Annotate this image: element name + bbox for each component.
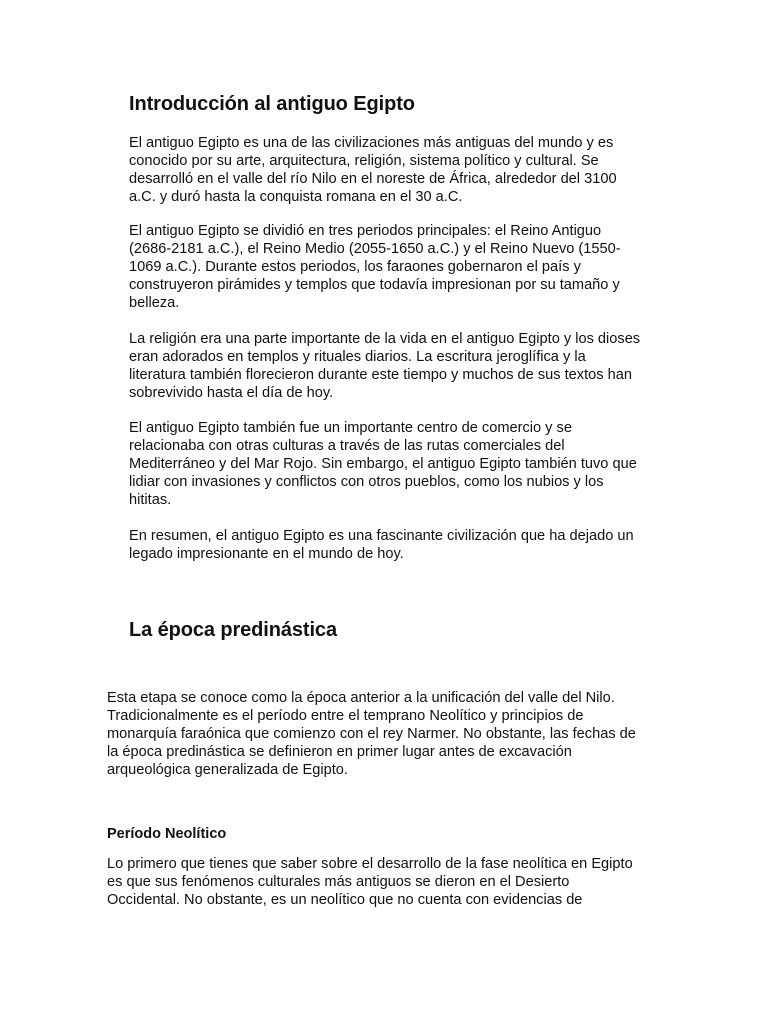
text-line: El antiguo Egipto también fue un importante centro de comercio y se (129, 420, 572, 436)
text-line: monarquía faraónica que comienzo con el rey Narmer. No obstante, las fechas de (107, 726, 636, 743)
paragraph-intro-5 (129, 527, 664, 563)
text-line: hititas. (129, 492, 172, 509)
heading-epoca-predinastica: La época predinástica (129, 619, 337, 641)
text-line: literatura también florecieron durante este tiempo y muchos de sus textos han (129, 367, 632, 384)
text-line: 1069 a.C.). Durante estos periodos, los faraones gobernaron el país y (129, 259, 581, 276)
text-line: relacionaba con otras culturas a través de las rutas comerciales del (129, 438, 565, 455)
text-line: El antiguo Egipto es una de las civilizaciones más antiguas del mundo y es (129, 135, 614, 151)
paragraph-neolitico (107, 855, 662, 909)
text-line: Esta etapa se conoce como la época anterior a la unificación del valle del Nilo. (107, 690, 615, 706)
text-line: a.C. y duró hasta la conquista romana en el 30 a.C. (129, 189, 463, 206)
paragraph-intro-3 (129, 330, 664, 402)
text-line: construyeron pirámides y templos que todavía impresionan por su tamaño y (129, 277, 620, 294)
text-line: sobrevivido hasta el día de hoy. (129, 385, 334, 402)
paragraph-intro-2 (129, 222, 664, 312)
text-line: es que sus fenómenos culturales más antiguos se dieron en el Desierto (107, 874, 570, 891)
text-line: Mediterráneo y del Mar Rojo. Sin embargo, el antiguo Egipto también tuvo que (129, 456, 637, 473)
text-line: Tradicionalmente es el período entre el temprano Neolítico y principios de (107, 708, 584, 725)
heading-introduccion: Introducción al antiguo Egipto (129, 93, 415, 115)
text-line: belleza. (129, 295, 180, 312)
text-line: La religión era una parte importante de la vida en el antiguo Egipto y los dioses (129, 331, 641, 347)
text-line: (2686-2181 a.C.), el Reino Medio (2055-1650 a.C.) y el Reino Nuevo (1550- (129, 241, 621, 258)
text-line: arqueológica generalizada de Egipto. (107, 762, 348, 779)
text-line: eran adorados en templos y rituales diarios. La escritura jeroglífica y la (129, 349, 586, 366)
paragraph-intro-4 (129, 419, 664, 509)
text-line: lidiar con invasiones y conflictos con otros pueblos, como los nubios y los (129, 474, 604, 491)
text-line: conocido por su arte, arquitectura, religión, sistema político y cultural. Se (129, 153, 599, 170)
text-line: desarrolló en el valle del río Nilo en el noreste de África, alrededor del 3100 (129, 171, 617, 188)
paragraph-intro-1 (129, 134, 664, 206)
text-line: El antiguo Egipto se dividió en tres periodos principales: el Reino Antiguo (129, 223, 602, 239)
heading-periodo-neolitico: Período Neolítico (107, 826, 227, 842)
text-line: legado impresionante en el mundo de hoy. (129, 546, 404, 563)
text-line: Occidental. No obstante, es un neolítico que no cuenta con evidencias de (107, 892, 583, 909)
text-line: En resumen, el antiguo Egipto es una fascinante civilización que ha dejado un (129, 528, 634, 544)
paragraph-predinastica (107, 689, 662, 779)
text-line: Lo primero que tienes que saber sobre el desarrollo de la fase neolítica en Egipto (107, 856, 633, 872)
text-line: la época predinástica se definieron en primer lugar antes de excavación (107, 744, 572, 761)
